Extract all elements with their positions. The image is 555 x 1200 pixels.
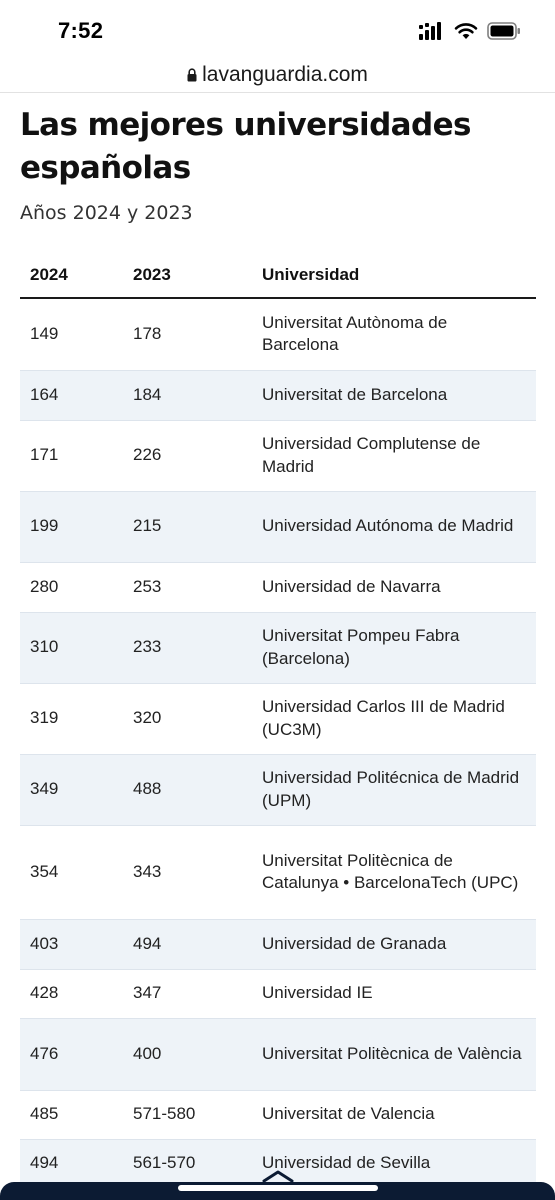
cell-2023: 561-570 bbox=[133, 1153, 196, 1173]
rankings-table bbox=[20, 252, 536, 1189]
table-header-row bbox=[20, 252, 536, 298]
cell-2023: 253 bbox=[133, 576, 162, 596]
table-row bbox=[20, 754, 536, 825]
cell-2024: 319 bbox=[30, 708, 59, 728]
home-indicator[interactable] bbox=[178, 1185, 378, 1191]
header-universidad: Universidad bbox=[262, 264, 360, 284]
cell-2023: 226 bbox=[133, 445, 162, 465]
cell-university: Universitat de Barcelona bbox=[262, 384, 448, 404]
cell-university: Universitat Politècnica de Catalunya • BarcelonaTech (UPC) bbox=[262, 850, 519, 892]
lock-icon bbox=[187, 68, 197, 82]
table-row bbox=[20, 420, 536, 491]
cell-university: Universitat de Valencia bbox=[262, 1104, 435, 1124]
cell-2024: 428 bbox=[30, 983, 59, 1003]
header-2024: 2024 bbox=[30, 264, 68, 284]
cell-2023: 347 bbox=[133, 983, 162, 1003]
cell-2024: 485 bbox=[30, 1104, 59, 1124]
cell-2024: 280 bbox=[30, 576, 59, 596]
cell-2023: 494 bbox=[133, 933, 162, 953]
cell-university: Universidad Complutense de Madrid bbox=[262, 434, 481, 476]
cell-2023: 215 bbox=[133, 516, 162, 536]
cell-university: Universidad de Granada bbox=[262, 933, 447, 953]
cell-2024: 403 bbox=[30, 933, 59, 953]
battery-icon bbox=[487, 22, 521, 40]
cell-2023: 178 bbox=[133, 324, 162, 343]
table-row bbox=[20, 683, 536, 754]
cell-2024: 149 bbox=[30, 324, 59, 343]
cell-university: Universidad de Navarra bbox=[262, 576, 441, 596]
cell-2024: 494 bbox=[30, 1153, 59, 1173]
cell-2024: 310 bbox=[30, 637, 59, 657]
article-title: Las mejores universidades españolas bbox=[20, 107, 471, 186]
status-time: 7:52 bbox=[58, 18, 104, 43]
cell-university: Universidad IE bbox=[262, 983, 373, 1003]
cell-2024: 476 bbox=[30, 1043, 59, 1063]
table-row bbox=[20, 370, 536, 420]
table-row bbox=[20, 1090, 536, 1139]
cell-2023: 488 bbox=[133, 779, 162, 799]
cell-2024: 199 bbox=[30, 516, 59, 536]
cell-2023: 400 bbox=[133, 1043, 162, 1063]
table-row bbox=[20, 562, 536, 612]
cell-2023: 571-580 bbox=[133, 1104, 196, 1124]
cell-university: Universitat Pompeu Fabra (Barcelona) bbox=[262, 626, 460, 668]
url-text: lavanguardia.com bbox=[202, 63, 368, 86]
table-row bbox=[20, 491, 536, 562]
cell-university: Universidad de Sevilla bbox=[262, 1153, 431, 1173]
table-row bbox=[20, 919, 536, 969]
table-row bbox=[20, 612, 536, 683]
cell-2024: 349 bbox=[30, 779, 59, 799]
cell-2023: 320 bbox=[133, 708, 162, 728]
cell-university: Universidad Carlos III de Madrid (UC3M) bbox=[262, 697, 505, 739]
cell-university: Universidad Politécnica de Madrid (UPM) bbox=[262, 768, 520, 810]
table-row bbox=[20, 969, 536, 1018]
header-2023: 2023 bbox=[133, 264, 171, 284]
table-row bbox=[20, 825, 536, 919]
cell-2023: 233 bbox=[133, 637, 162, 657]
cell-university: Universidad Autónoma de Madrid bbox=[262, 516, 514, 536]
status-bar bbox=[0, 0, 555, 58]
table-row bbox=[20, 1018, 536, 1090]
wifi-icon bbox=[454, 22, 478, 40]
article-subtitle: Años 2024 y 2023 bbox=[20, 202, 193, 224]
cell-university: Universitat Autònoma de Barcelona bbox=[262, 312, 448, 355]
cell-2024: 354 bbox=[30, 861, 59, 881]
table-row bbox=[20, 298, 536, 370]
cell-2023: 184 bbox=[133, 384, 162, 404]
cellular-signal-icon bbox=[419, 22, 445, 40]
cell-2023: 343 bbox=[133, 861, 162, 881]
status-icons bbox=[419, 20, 521, 42]
cell-2024: 171 bbox=[30, 445, 59, 465]
address-bar[interactable] bbox=[0, 58, 555, 93]
cell-2024: 164 bbox=[30, 384, 59, 404]
cell-university: Universitat Politècnica de València bbox=[262, 1043, 522, 1063]
